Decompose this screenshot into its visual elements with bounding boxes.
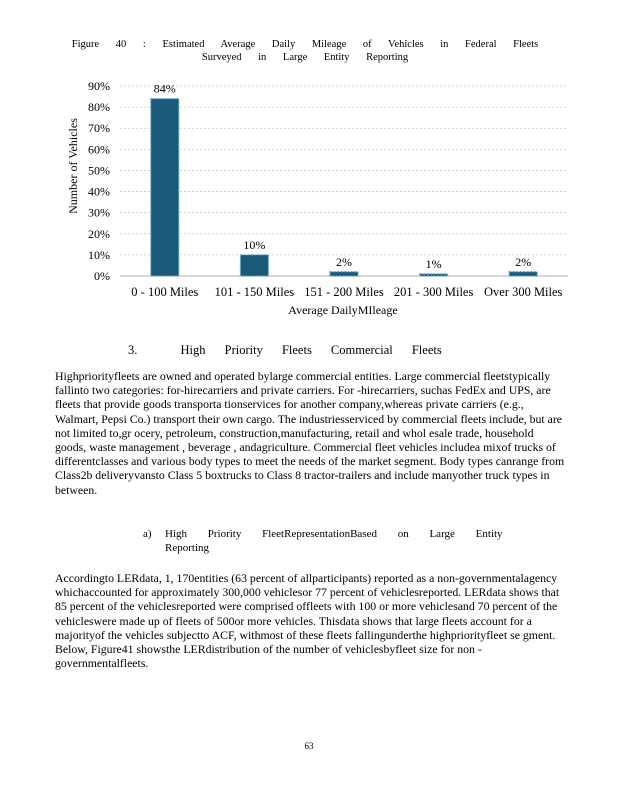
bar [151,99,179,276]
x-tick-label: 101 - 150 Miles [214,285,295,299]
subsection-heading [143,527,543,555]
bar [240,255,268,276]
x-tick-label: 151 - 200 Miles [304,285,384,299]
y-tick-label: 90% [88,79,110,93]
y-tick-label: 70% [88,121,110,136]
paragraph-ler-data: Accordingto LERdata, 1, 170entities (63 percent of allparticipants) reported as a non-governmentalagency whichaccounted for approximately 300,000 vehiclesor 77 percent of vehiclesreported. LERdata shows that 85 percent of the vehiclesreported were comprised offleets with 100 or more vehiclesand 70 percent of the vehicleswere made up of fleets of 500or more vehicles. Thisdata shows that large fleets account for a majorityof the vehicles subjectto ACF, withmost of these fleets fallingunderthe highpriorityfleet se gment. Below, Figure41 showsthe LERdistribution of the number of vehiclesbyfleet size for non - governmentalfleets. [55,571,560,671]
data-label: 84% [153,81,176,96]
y-axis-ticks [88,79,110,283]
y-tick-label: 60% [88,142,110,157]
page-number: 63 [304,741,314,751]
y-tick-label: 50% [88,163,110,178]
x-tick-label: 201 - 300 Miles [393,285,474,299]
figure-caption: Figure 40 : Estimated Average Daily Mileage of Vehicles in Federal Fleets Surveyed in Large Entity Reporting [71,39,539,63]
y-tick-label: 80% [88,100,110,115]
data-label: 1% [425,256,442,271]
data-label: 2% [336,254,352,269]
section-title: High Priority Fleets Commercial Fleets [180,343,442,357]
y-tick-label: 20% [88,226,110,241]
bar [509,272,537,276]
section-number: 3. [128,343,138,357]
y-tick-label: 0% [94,269,110,283]
chart-bars [151,99,537,276]
paragraph-commercial-fleets: Highpriorityfleets are owned and operated bylarge commercial entities. Large commercial fleetstypically fallinto two categories: for-hirecarriers and private carriers. For -hirecarriers, suchas FedEx and UPS, are fleets that provide goods transporta tionservices for another company,whereas private carriers (e.g., Walmart, Pepsi Co.) transport their own cargo. The industriesserviced by commercial fleets include, but are not limited to,gr ocery, petroleum, construction,manufacturing, retail and whol esale trade, household goods, waste management , beverage , andagriculture. Commercial fleet vehicles includea mixof trucks of differentclasses and various body types to meet the needs of the market segment. Body types canrange from Class2b deliveryvansto Class 5 boxtrucks to Class 8 tractor-trailers and include manyother truck types in between. [55,369,565,497]
subsection-marker: a) [143,528,152,540]
data-label: 10% [243,237,266,252]
x-tick-label: Over 300 Miles [483,285,563,299]
x-axis-label: Average DailyMIleage [288,303,398,317]
section-heading [128,343,548,358]
y-tick-label: 10% [88,247,110,262]
y-tick-label: 30% [88,205,110,220]
data-label: 2% [515,254,532,269]
x-axis-ticks [131,285,562,299]
bar [330,272,358,276]
chart-gridlines [120,86,568,276]
bar [420,274,448,276]
subsection-title: High Priority FleetRepresentationBased on Large Entity Reporting [165,528,503,554]
chart-data-labels [154,82,531,271]
y-tick-label: 40% [88,184,110,199]
bar-chart [0,70,618,325]
y-axis-label: Number of Vehicles [66,118,80,214]
x-tick-label: 0 - 100 Miles [131,285,199,299]
